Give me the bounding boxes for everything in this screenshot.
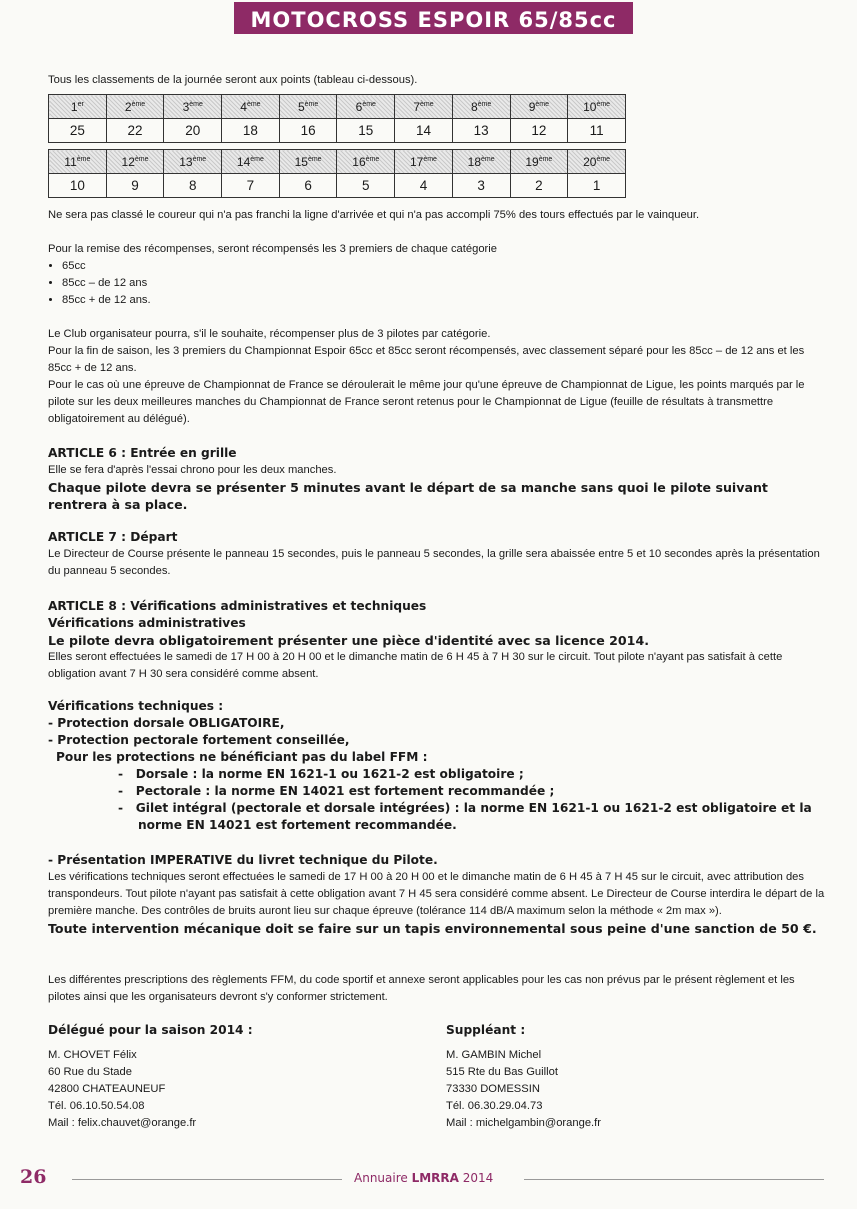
delegate-block: [48, 1022, 378, 1132]
points-cell: 16: [279, 119, 337, 143]
category-item: • 85cc + de 12 ans.: [62, 292, 826, 309]
place-header: 7ème: [395, 95, 453, 119]
place-header: 2ème: [106, 95, 164, 119]
page-number: 26: [20, 1166, 47, 1188]
club-awards-text: Le Club organisateur pourra, s'il le souhaite, récompenser plus de 3 pilotes par catégorie.: [48, 328, 491, 340]
article-6: [48, 445, 826, 513]
points-cell: 13: [452, 119, 510, 143]
environment-rule: Toute intervention mécanique doit se faire sur un tapis environnemental sous peine d'une sanction de 50 €.: [48, 921, 817, 936]
technical-checks: [48, 698, 826, 834]
points-table-2: [48, 149, 626, 198]
norm-item: - Gilet intégral (pectorale et dorsale intégrées) : la norme EN 1621-1 ou 1621-2 est obligatoire et la norme EN 14021 est fortement recommandée.: [118, 801, 812, 832]
delegate-line: Tél. 06.10.50.54.08: [48, 1100, 145, 1112]
points-cell: 9: [106, 174, 164, 198]
id-requirement: Le pilote devra obligatoirement présenter une pièce d'identité avec sa licence 2014.: [48, 633, 649, 648]
substitute-block: [446, 1022, 776, 1132]
place-header: 9ème: [510, 95, 568, 119]
ffm-label-rule: Pour les protections ne bénéficiant pas du label FFM :: [56, 750, 428, 764]
points-cell: 5: [337, 174, 395, 198]
admin-checks-text: Elles seront effectuées le samedi de 17 H 00 à 20 H 00 et le dimanche matin de 6 H 45 à 7 H 30 sur le circuit. Tout pilote n'ayant pas satisfait à cette obligation avant 7 H 30 sera considéré comme absent.: [48, 651, 783, 680]
place-header: 5ème: [279, 95, 337, 119]
substitute-line: Tél. 06.30.29.04.73: [446, 1100, 543, 1112]
place-header: 20ème: [568, 150, 626, 174]
place-header: 8ème: [452, 95, 510, 119]
article-7: [48, 529, 826, 580]
place-header: 19ème: [510, 150, 568, 174]
delegate-line: M. CHOVET Félix: [48, 1049, 137, 1061]
footer-rule-right: [524, 1179, 824, 1180]
article-7-title: ARTICLE 7 : Départ: [48, 530, 178, 544]
article-6-title: ARTICLE 6 : Entrée en grille: [48, 446, 237, 460]
points-cell: 7: [222, 174, 280, 198]
closing-text: Les différentes prescriptions des règlements FFM, du code sportif et annexe seront applicables pour les cas non prévus par le présent règlement et les pilotes ainsi que les organisateurs devront s'y conformer strictement.: [48, 974, 795, 1003]
place-header: 16ème: [337, 150, 395, 174]
footer-title: Annuaire LMRRA 2014: [354, 1171, 494, 1185]
footer-rule-left: [72, 1179, 342, 1180]
place-header: 17ème: [395, 150, 453, 174]
points-table-1: [48, 94, 626, 143]
place-header: 1er: [49, 95, 107, 119]
pectoral-protection-rule: - Protection pectorale fortement conseillée,: [48, 733, 350, 747]
points-cell: 18: [222, 119, 280, 143]
points-cell: 15: [337, 119, 395, 143]
points-cell: 20: [164, 119, 222, 143]
championship-rule-text: Pour le cas où une épreuve de Championnat de France se déroulerait le même jour qu'une épreuve de Championnat de Ligue, les points marqués par le pilote sur les deux meilleures manches du Championnat de France seront retenus pour le Championnat de Ligue (feuille de résultats à transmettre obligatoirement au délégué).: [48, 379, 805, 425]
points-cell: 22: [106, 119, 164, 143]
points-cell: 6: [279, 174, 337, 198]
substitute-email: Mail : michelgambin@orange.fr: [446, 1117, 601, 1129]
place-header: 14ème: [222, 150, 280, 174]
place-header: 15ème: [279, 150, 337, 174]
substitute-title: Suppléant :: [446, 1023, 526, 1037]
classification-rule: Ne sera pas classé le coureur qui n'a pas franchi la ligne d'arrivée et qui n'a pas accompli 75% des tours effectués par le vainqueur.: [48, 209, 700, 221]
technical-booklet: [48, 852, 826, 937]
dorsal-protection-rule: - Protection dorsale OBLIGATOIRE,: [48, 716, 285, 730]
points-cell: 4: [395, 174, 453, 198]
intro-text: Tous les classements de la journée seront aux points (tableau ci-dessous).: [48, 74, 418, 86]
delegate-line: 60 Rue du Stade: [48, 1066, 132, 1078]
category-item: • 85cc – de 12 ans: [62, 275, 826, 292]
points-cell: 1: [568, 174, 626, 198]
technical-checks-title: Vérifications techniques :: [48, 699, 224, 713]
place-header: 12ème: [106, 150, 164, 174]
place-header: 6ème: [337, 95, 395, 119]
points-cell: 2: [510, 174, 568, 198]
article-8: [48, 598, 826, 683]
points-cell: 25: [49, 119, 107, 143]
substitute-line: 73330 DOMESSIN: [446, 1083, 540, 1095]
points-cell: 3: [452, 174, 510, 198]
place-header: 3ème: [164, 95, 222, 119]
place-header: 11ème: [49, 150, 107, 174]
points-cell: 12: [510, 119, 568, 143]
points-cell: 14: [395, 119, 453, 143]
season-awards-text: Pour la fin de saison, les 3 premiers du Championnat Espoir 65cc et 85cc seront récompensés, avec classement séparé pour les 85cc – de 12 ans et les 85cc + de 12 ans.: [48, 345, 805, 374]
place-header: 4ème: [222, 95, 280, 119]
delegate-email: Mail : felix.chauvet@orange.fr: [48, 1117, 197, 1129]
delegate-line: 42800 CHATEAUNEUF: [48, 1083, 166, 1095]
awards-intro: Pour la remise des récompenses, seront récompensés les 3 premiers de chaque catégorie: [48, 243, 497, 255]
booklet-text: Les vérifications techniques seront effectuées le samedi de 17 H 00 à 20 H 00 et le dimanche matin de 6 H 45 à 7 H 45 sur le circuit, avec attribution des transpondeurs. Tout pilote n'ayant pas satisfait à cette obligation avant 7 H 45 sera considéré comme absent. Le Directeur de Course interdira le départ de la première manche. Des contrôles de bruits auront lieu sur chaque épreuve (tolérance 114 dB/A maximum selon la méthode « 2m max »).: [48, 871, 825, 917]
article-8-title: ARTICLE 8 : Vérifications administratives et techniques: [48, 599, 427, 613]
points-cell: 10: [49, 174, 107, 198]
section-banner: MOTOCROSS ESPOIR 65/85cc: [234, 2, 633, 34]
place-header: 18ème: [452, 150, 510, 174]
place-header: 13ème: [164, 150, 222, 174]
place-header: 10ème: [568, 95, 626, 119]
category-item: • 65cc: [62, 258, 826, 275]
points-cell: 11: [568, 119, 626, 143]
admin-checks-subtitle: Vérifications administratives: [48, 616, 246, 630]
norm-item: - Dorsale : la norme EN 1621-1 ou 1621-2 est obligatoire ;: [118, 767, 524, 781]
article-6-bold: Chaque pilote devra se présenter 5 minutes avant le départ de sa manche sans quoi le pilote suivant rentrera à sa place.: [48, 480, 768, 512]
booklet-title: - Présentation IMPERATIVE du livret technique du Pilote.: [48, 853, 438, 867]
awards-text: [48, 241, 826, 309]
delegate-title: Délégué pour la saison 2014 :: [48, 1023, 253, 1037]
article-7-text: Le Directeur de Course présente le panneau 15 secondes, puis le panneau 5 secondes, la grille sera abaissée entre 5 et 10 secondes après la présentation du panneau 5 secondes.: [48, 548, 820, 577]
substitute-line: M. GAMBIN Michel: [446, 1049, 542, 1061]
article-6-text: Elle se fera d'après l'essai chrono pour les deux manches.: [48, 464, 337, 476]
substitute-line: 515 Rte du Bas Guillot: [446, 1066, 558, 1078]
points-cell: 8: [164, 174, 222, 198]
norm-item: - Pectorale : la norme EN 14021 est fortement recommandée ;: [118, 784, 555, 798]
